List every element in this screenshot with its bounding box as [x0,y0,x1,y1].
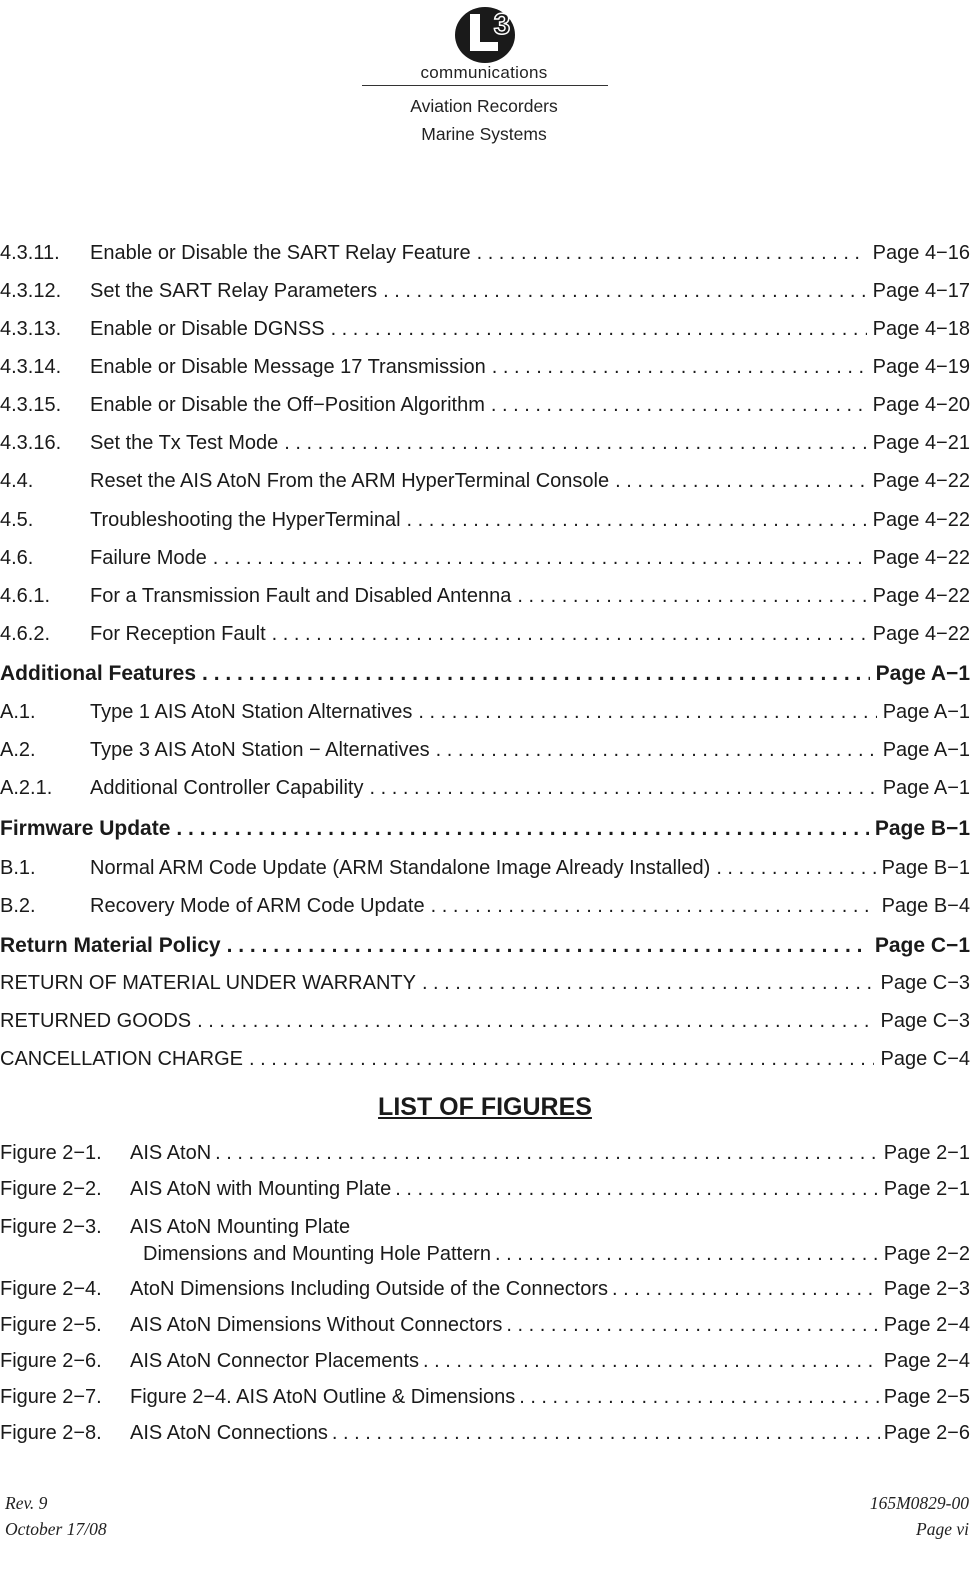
dot-leader [202,662,870,686]
figure-title: AtoN Dimensions Including Outside of the Connectors [130,1278,609,1300]
toc-entry-page: Page B−1 [881,857,970,879]
toc-entry-page: Page 4−16 [872,242,970,264]
figure-entry[interactable] [0,1216,970,1266]
dot-leader [383,280,867,303]
dot-leader [331,318,867,341]
toc-entry-number: 4.3.16. [0,432,62,454]
dot-leader [495,1243,880,1266]
division-aviation: Aviation Recorders [410,96,558,116]
toc-entry-number: B.1. [0,857,36,879]
toc-entry-page: Page A−1 [875,662,970,685]
figure-number: Figure 2−7. [0,1386,102,1408]
figure-number: Figure 2−6. [0,1350,102,1372]
dot-leader [407,509,867,532]
dot-leader [332,1422,880,1445]
page-header [0,0,975,160]
toc-entry[interactable] [0,242,970,265]
toc-entry-title: RETURNED GOODS [0,1010,192,1032]
figure-number: Figure 2−8. [0,1422,102,1444]
toc-entry[interactable] [0,509,970,532]
dot-leader [612,1278,880,1301]
toc-entry[interactable] [0,547,970,570]
dot-leader [491,394,867,417]
dot-leader [215,1142,880,1165]
figure-page: Page 2−4 [883,1314,970,1336]
figure-number: Figure 2−4. [0,1278,102,1300]
toc-entry-title: Enable or Disable the SART Relay Feature [90,242,471,264]
figure-number: Figure 2−5. [0,1314,102,1336]
figure-number: Figure 2−3. [0,1216,102,1238]
toc-entry-title: Troubleshooting the HyperTerminal [90,509,401,531]
figure-page: Page 2−5 [883,1386,970,1408]
toc-entry-page: Page C−4 [880,1048,970,1070]
figure-entry[interactable] [0,1278,970,1301]
toc-entry[interactable] [0,777,970,800]
toc-entry[interactable] [0,470,970,493]
toc-entry-number: 4.3.11. [0,242,60,264]
figure-entry[interactable] [0,1350,970,1373]
toc-entry-title: Type 1 AIS AtoN Station Alternatives [90,701,413,723]
toc-entry-page: Page B−1 [874,817,970,840]
toc-entry-page: Page C−3 [880,972,970,994]
figure-title: AIS AtoN [130,1142,212,1164]
toc-entry-title: Enable or Disable the Off−Position Algorithm [90,394,485,416]
dot-leader [431,895,876,918]
dot-leader [423,1350,880,1373]
toc-entry-number: 4.5. [0,509,34,531]
dot-leader [176,817,868,841]
toc-entry-page: Page 4−17 [872,280,970,302]
toc-entry[interactable] [0,356,970,379]
toc-entry-number: 4.6.1. [0,585,51,607]
figure-page: Page 2−4 [883,1350,970,1372]
toc-entry-title: Additional Controller Capability [90,777,364,799]
dot-leader [227,934,869,958]
figure-page: Page 2−1 [883,1142,970,1164]
toc-entry-page: Page 4−22 [872,623,970,645]
toc-entry-page: Page C−3 [880,1010,970,1032]
toc-entry[interactable] [0,857,970,880]
toc-entry-number: 4.3.12. [0,280,62,302]
dot-leader [422,972,875,995]
figure-title: AIS AtoN Connections [130,1422,328,1444]
dot-leader [197,1010,874,1033]
toc-entry-title: Reset the AIS AtoN From the ARM HyperTerminal Console [90,470,610,492]
dot-leader [284,432,866,455]
toc-entry-title: RETURN OF MATERIAL UNDER WARRANTY [0,972,416,994]
toc-entry-title: Enable or Disable DGNSS [90,318,325,340]
dot-leader [395,1178,880,1201]
toc-entry[interactable] [0,701,970,724]
figure-page: Page 2−3 [883,1278,970,1300]
toc-entry-title: CANCELLATION CHARGE [0,1048,244,1070]
toc-entry-number: 4.6. [0,547,34,569]
brand-rule [362,85,608,86]
figure-number: Figure 2−2. [0,1178,102,1200]
toc-entry[interactable] [0,623,970,646]
toc-entry-page: Page 4−22 [872,585,970,607]
dot-leader [477,242,867,265]
toc-entry-title: Recovery Mode of ARM Code Update [90,895,425,917]
figure-entry[interactable] [0,1178,970,1201]
dot-leader [418,701,876,724]
toc-entry-title: Return Material Policy [0,934,221,957]
figure-page: Page 2−6 [883,1422,970,1444]
toc-entry-page: Page A−1 [882,777,970,799]
toc-entry-number: A.1. [0,701,36,723]
toc-entry-page: Page A−1 [882,701,970,723]
toc-entry-title: Set the SART Relay Parameters [90,280,378,302]
list-of-figures-title: LIST OF FIGURES [378,1093,592,1121]
figure-page: Page 2−1 [883,1178,970,1200]
revision: Rev. 9 [5,1493,48,1513]
toc-entry[interactable] [0,1010,970,1033]
dot-leader [615,470,867,493]
toc-entry-page: Page 4−20 [872,394,970,416]
figure-entry[interactable] [0,1422,970,1445]
toc-entry-number: 4.4. [0,470,34,492]
toc-entry-page: Page 4−19 [872,356,970,378]
division-marine: Marine Systems [421,124,547,144]
toc-entry-number: A.2.1. [0,777,53,799]
figure-entry[interactable] [0,1142,970,1165]
toc-entry-number: A.2. [0,739,36,761]
toc-entry[interactable] [0,934,970,958]
dot-leader [492,356,867,379]
dot-leader [213,547,867,570]
toc-entry-page: Page 4−22 [872,470,970,492]
svg-text:3: 3 [493,8,511,41]
toc-entry[interactable] [0,895,970,918]
toc-entry-number: 4.3.13. [0,318,62,340]
toc-entry[interactable] [0,585,970,608]
toc-entry[interactable] [0,739,970,762]
figure-title: AIS AtoN Connector Placements [130,1350,420,1372]
toc-entry-number: 4.3.14. [0,356,62,378]
figure-title: Figure 2−4. AIS AtoN Outline & Dimensions [130,1386,516,1408]
figure-title: AIS AtoN Mounting Plate [130,1216,351,1238]
toc-entry-title: Enable or Disable Message 17 Transmission [90,356,486,378]
toc-entry-page: Page 4−18 [872,318,970,340]
toc-entry-title: Additional Features [0,662,197,685]
page-number: Page vi [916,1519,969,1539]
toc-entry-title: For a Transmission Fault and Disabled Antenna [90,585,512,607]
toc-entry[interactable] [0,394,970,417]
dot-leader [519,1386,880,1409]
dot-leader [272,623,867,646]
dot-leader [517,585,866,608]
figure-entry[interactable] [0,1386,970,1409]
brand-name: communications [420,63,548,82]
toc-entry-number: 4.3.15. [0,394,62,416]
document-number: 165M0829-00 [869,1493,969,1513]
toc-entry-page: Page 4−22 [872,509,970,531]
figure-title: AIS AtoN Dimensions Without Connectors [130,1314,503,1336]
toc-entry[interactable] [0,318,970,341]
toc-entry-page: Page 4−22 [872,547,970,569]
toc-entry-number: 4.6.2. [0,623,51,645]
toc-entry-title: Firmware Update [0,817,171,840]
page-footer [0,1493,975,1573]
toc-entry-page: Page B−4 [881,895,970,917]
toc-entry-page: Page A−1 [882,739,970,761]
toc-entry[interactable] [0,280,970,303]
dot-leader [369,777,876,800]
dot-leader [249,1048,874,1071]
figure-page: Page 2−2 [883,1243,970,1265]
toc-entry-title: For Reception Fault [90,623,266,645]
dot-leader [436,739,877,762]
toc-entry[interactable] [0,972,970,995]
toc-entry[interactable] [0,1048,970,1071]
toc-entry-page: Page C−1 [874,934,970,957]
toc-entry-title: Set the Tx Test Mode [90,432,279,454]
toc-entry[interactable] [0,817,970,841]
toc-entry[interactable] [0,432,970,455]
toc-entry-title: Type 3 AIS AtoN Station − Alternatives [90,739,430,761]
dot-leader [716,857,875,880]
figure-title-continued: Dimensions and Mounting Hole Pattern [143,1243,491,1265]
dot-leader [506,1314,879,1337]
figure-number: Figure 2−1. [0,1142,102,1164]
toc-entry-title: Failure Mode [90,547,207,569]
toc-entry-number: B.2. [0,895,36,917]
l3-logo-icon [453,4,521,64]
toc-entry-title: Normal ARM Code Update (ARM Standalone Image Already Installed) [90,857,711,879]
toc-entry[interactable] [0,662,970,686]
figure-title: AIS AtoN with Mounting Plate [130,1178,392,1200]
revision-date: October 17/08 [5,1519,107,1539]
toc-entry-page: Page 4−21 [872,432,970,454]
figure-entry[interactable] [0,1314,970,1337]
